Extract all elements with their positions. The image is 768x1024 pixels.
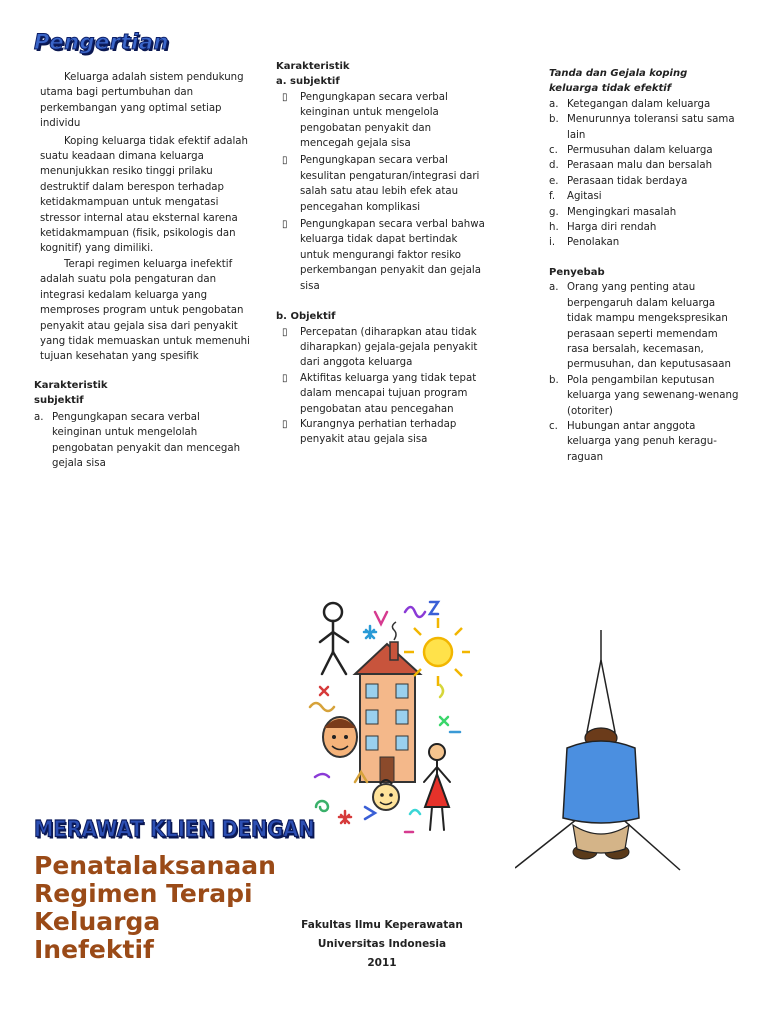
list-item [276,371,488,417]
wordart-merawat-klien: MERAWAT KLIEN DENGAN [34,816,315,843]
list-item-text: Pola pengambilan keputusan keluarga yang sewenang-wenang (otoriter) [567,374,739,417]
list-marker: d. [549,160,559,172]
bullet-icon: ▯ [282,91,288,103]
list-marker: a. [549,282,559,294]
list-item-text: Orang yang penting atau berpengaruh dalam keluarga tidak mampu mengekspresikan perasaan seperti memendam rasa bersalah, kecemasan, permusuhan, dan keputusasaan [567,282,731,371]
list-marker: b. [549,114,559,126]
list-marker: g. [549,206,559,218]
column-2 [276,59,488,448]
karakteristik-list [34,410,250,472]
bullet-icon: ▯ [282,155,288,167]
heading-subjektif: subjektif [34,395,84,407]
paragraph-keluarga: Keluarga adalah sistem pendukung utama bagi pertumbuhan dan perkembangan yang optimal setiap individu [40,72,244,130]
list-item-text: Pengungkapan secara verbal keinginan untuk mengelola pengobatan penyakit dan mencegah gejala sisa [300,91,448,150]
list-marker: b. [549,374,559,386]
bullet-icon: ▯ [282,326,288,338]
list-marker: i. [549,237,556,249]
list-marker: a. [34,411,44,423]
list-item-text: Hubungan antar anggota keluarga yang penuh keragu-raguan [567,420,717,463]
footer-faculty: Fakultas Ilmu Keperawatan [301,919,463,931]
heading-karakteristik-2: Karakteristik [276,61,350,72]
list-item-text: Aktifitas keluarga yang tidak tepat dalam mencapai tujuan program pengobatan atau pencegahan [300,372,477,415]
main-title: Penatalaksanaan Regimen Terapi Keluarga Inefektif [34,851,276,964]
heading-penyebab: Penyebab [549,266,605,278]
footer-university: Universitas Indonesia [317,938,447,950]
list-item-text: Ketegangan dalam keluarga [567,98,711,110]
column-3 [549,66,739,465]
list-item-text: Pengungkapan secara verbal keinginan untuk mengelolah pengobatan penyakit dan mencegah gejala sisa [52,411,241,470]
list-item [549,97,739,112]
heading-tanda-gejala: Tanda dan Gejala koping keluarga tidak efektif [549,68,688,95]
list-item [276,325,488,371]
list-item [276,217,488,294]
objektif-list [276,325,488,448]
heading-b-objektif: b. Objektif [276,311,336,323]
person-in-corner-illustration [515,620,685,880]
list-item [549,205,739,220]
family-drawing-illustration [300,592,470,842]
list-item [549,220,739,235]
column-1 [40,70,250,365]
list-marker: a. [549,98,559,110]
list-item-text: Agitasi [567,191,602,203]
list-item-text: Menurunnya toleransi satu sama lain [567,114,735,141]
list-item [549,174,739,189]
list-item-text: Permusuhan dalam keluarga [567,145,713,157]
list-marker: c. [549,420,558,432]
list-item [549,419,739,465]
list-item-text: Perasaan tidak berdaya [567,175,688,187]
list-item [549,189,739,204]
subjektif-list [276,90,488,294]
bullet-icon: ▯ [282,372,288,384]
list-item [276,153,488,215]
list-item-text: Kurangnya perhatian terhadap penyakit atau gejala sisa [300,418,457,446]
signs-list [549,97,739,251]
list-item [549,235,739,250]
bullet-icon: ▯ [282,219,288,231]
paragraph-koping: Koping keluarga tidak efektif adalah suatu keadaan dimana keluarga menunjukkan resiko tinggi prilaku destruktif dalam berespon terhadap ketidakmampuan untuk mengatasi stressor internal atau eksternal karena ketidakmampuan (fisik, psikologis dan kognitif) yang dimiliki. [40,135,248,255]
list-item-text: Penolakan [567,237,620,249]
list-item-text: Pengungkapan secara verbal kesulitan pengaturan/integrasi dari salah satu atau lebih efek atau pencegahan komplikasi [300,155,480,213]
list-marker: h. [549,222,559,234]
list-item [549,143,739,158]
list-item-text: Perasaan malu dan bersalah [567,160,713,172]
list-marker: f. [549,191,556,203]
list-item-text: Mengingkari masalah [567,206,677,218]
section-title-pengertian: Pengertian [34,30,170,54]
list-marker: c. [549,145,558,157]
footer-institution [282,916,482,973]
bullet-icon: ▯ [282,418,288,430]
footer-year: 2011 [367,957,397,969]
list-item [34,410,250,472]
heading-karakteristik: Karakteristik [34,380,108,391]
column-1-karakteristik [34,378,250,471]
list-marker: e. [549,175,559,187]
heading-a-subjektif: a. subjektif [276,76,340,88]
list-item [549,158,739,173]
causes-list [549,280,739,465]
list-item-text: Harga diri rendah [567,222,657,234]
list-item [549,112,739,143]
list-item [549,373,739,419]
list-item-text: Percepatan (diharapkan atau tidak diharapkan) gejala-gejala penyakit dari anggota keluarga [300,326,478,369]
list-item [549,280,739,372]
list-item-text: Pengungkapan secara verbal bahwa keluarga tidak dapat bertindak untuk mengurangi faktor resiko perkembangan penyakit dan gejala sisa [300,219,485,292]
paragraph-terapi: Terapi regimen keluarga inefektif adalah suatu pola pengaturan dan integrasi kedalam keluarga yang memproses program untuk pengobatan penyakit atau gejala sisa dari penyakit yang tidak memuaskan untuk memenuhi tujuan kesehatan yang spesifik [40,258,250,363]
list-item [276,90,488,152]
list-item [276,417,488,448]
